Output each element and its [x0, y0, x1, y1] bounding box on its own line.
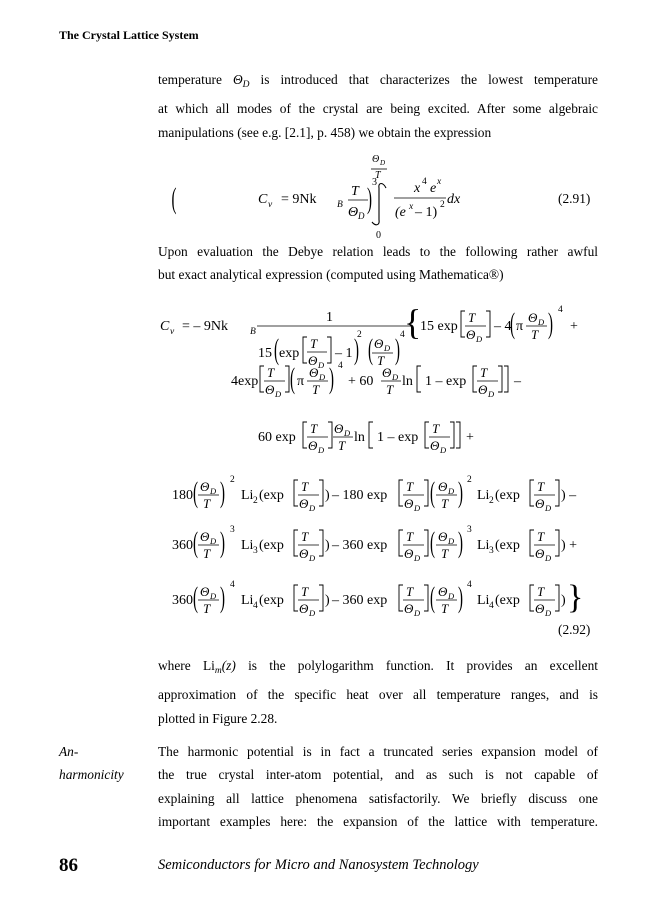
upper-limit-T: T [375, 170, 381, 181]
eq292-l6-paren-l: ( [193, 581, 199, 615]
eq292-l4-theta4: Θ [438, 479, 448, 494]
eq292-l4-close: ) [325, 488, 330, 503]
eq292-l3-theta3: Θ [430, 438, 440, 453]
eq292-l2-theta3: Θ [382, 365, 392, 380]
upper-limit-theta: Θ [372, 154, 380, 165]
eq292-l6-bracket2-r [424, 585, 428, 611]
eq292-l5-exp: (exp [259, 538, 284, 553]
eq292-l5-li2-sub: 3 [489, 546, 494, 556]
eq292-l4-D: D [210, 486, 217, 496]
right-paren: ) [367, 182, 373, 216]
eq292-l2-plus60: + 60 [348, 374, 374, 389]
eq292-open-brace: { [404, 302, 422, 342]
eq292-l1-bracket-r [486, 311, 490, 337]
eq292-l4-T5: T [537, 479, 545, 494]
eq292-l5-D: D [210, 536, 217, 546]
eq292-l6-bracket3-r [555, 585, 559, 611]
eq292-l6-360: 360 [172, 593, 193, 608]
equation-2-92 [0, 295, 652, 645]
eq292-l4-exp: (exp [259, 488, 284, 503]
eq292-l1-T2: T [531, 327, 539, 342]
eq292-l3-D3: D [440, 445, 447, 455]
eq292-l2-one-minus: 1 – exp [425, 374, 467, 389]
eq292-prefix-sub: B [250, 327, 256, 337]
eq292-l5-paren2-l: ( [430, 526, 436, 560]
eq292-prefix: = – 9Nk [182, 319, 229, 334]
eq292-l4-bracket3-r [555, 480, 559, 506]
eq292-l6-li2-sub: 4 [489, 601, 494, 611]
integrand-e: e [430, 181, 437, 196]
eq292-l4-bracket-l [294, 480, 298, 506]
eq292-l2-inner-bracket-l [473, 366, 477, 392]
eq292-cv: C [160, 319, 170, 334]
eq292-l2-outer-bracket-l [417, 366, 421, 392]
eq292-l2-D: D [275, 389, 282, 399]
eq292-l5-bracket3-l [530, 530, 534, 556]
eq292-l5-li-sub: 3 [253, 546, 258, 556]
eq292-l2-theta4: Θ [478, 382, 488, 397]
eq292-line1 [160, 302, 578, 370]
eq292-l4-D4: D [448, 486, 455, 496]
eq292-line5 [172, 525, 577, 563]
paragraph-intro-line3: manipulations (see e.g. [2.1], p. 458) we obtain the expression [158, 124, 492, 140]
eq292-l3-inner-bracket-r [450, 422, 454, 448]
eq292-l6-exp2: (exp [495, 593, 520, 608]
footer-book-title: Semiconductors for Micro and Nanosystem Technology [158, 857, 479, 873]
eq292-l5-theta3: Θ [404, 546, 414, 561]
eq292-l6-D: D [210, 591, 217, 601]
equation-number-2-91: (2.91) [558, 191, 591, 206]
eq292-l5-pow2: 3 [467, 525, 472, 535]
eq292-l4-li-sub: 2 [253, 496, 258, 506]
eq292-l1-bracket-l [461, 311, 465, 337]
power-3: 3 [372, 177, 377, 188]
eq292-l4-tail: ) – [561, 488, 577, 503]
eq292-den2-theta: Θ [374, 336, 384, 351]
eq292-l2-D4: D [488, 389, 495, 399]
eq292-l5-T3: T [406, 529, 414, 544]
dx: dx [447, 192, 461, 207]
paragraph-debye-line2: but exact analytical expression (computed using Mathematica®) [158, 267, 504, 283]
eq292-15exp: 15 exp [420, 319, 458, 334]
eq292-l2-T: T [267, 365, 275, 380]
eq292-l2-T3: T [386, 382, 394, 397]
eq292-l5-li: Li [241, 538, 254, 553]
eq292-den-D: D [318, 360, 325, 370]
eq292-den-bracket-l [303, 337, 307, 363]
eq292-l2-paren-l: ( [290, 362, 296, 396]
eq292-l2-T2: T [312, 382, 320, 397]
eq292-l5-bracket3-r [555, 530, 559, 556]
eq292-l4-theta2: Θ [299, 496, 309, 511]
paragraph-polylog-line2: approximation of the specific heat over all temperature ranges, and is [158, 687, 598, 703]
eq292-numerator: 1 [326, 310, 333, 325]
integrand-den-power: x [409, 202, 414, 212]
eq292-l2-theta2: Θ [309, 365, 319, 380]
rhs-prefix-sub: B [337, 200, 343, 210]
eq292-l5-360: 360 [172, 538, 193, 553]
eq292-l5-paren-l: ( [193, 526, 199, 560]
paragraph-anharmonic-line1: The harmonic potential is in fact a truncated series expansion model of [158, 744, 598, 759]
eq292-l3-plus: + [466, 430, 474, 445]
eq292-l4-li2: Li [477, 488, 490, 503]
eq292-l1-plus: + [570, 319, 578, 334]
eq292-l3-D2: D [344, 428, 351, 438]
eq292-den-minus-one: – 1 [335, 346, 353, 361]
eq292-l6-theta3: Θ [404, 601, 414, 616]
paragraph-polylog-line1: where $Li_m(z)$ is the polylogarithm function. It provides an excellent [158, 658, 598, 676]
integrand-x-power: 4 [422, 177, 427, 187]
eq292-l2-D3: D [392, 372, 399, 382]
eq292-l3-theta2: Θ [334, 421, 344, 436]
eq292-den-exp: exp [279, 346, 300, 361]
eq292-l4-exp2: (exp [495, 488, 520, 503]
paragraph-polylog [158, 654, 598, 730]
eq292-l5-D2: D [309, 553, 316, 563]
eq292-l6-D2: D [309, 608, 316, 618]
eq292-l1-theta2: Θ [528, 310, 538, 325]
eq292-l2-theta: Θ [265, 382, 275, 397]
eq292-l1-pi: π [516, 319, 524, 334]
frac-T: T [351, 184, 359, 199]
eq292-l4-T3: T [406, 479, 414, 494]
eq292-l4-paren2-l: ( [430, 476, 436, 510]
eq292-l2-4exp: 4exp [231, 374, 259, 389]
eq292-l3-outer-bracket-l [369, 422, 373, 448]
eq292-den-15: 15 [258, 346, 272, 361]
eq292-l4-paren2-r: ) [458, 476, 464, 510]
eq292-l4-pow2: 2 [467, 475, 472, 485]
eq292-l5-bracket2-l [399, 530, 403, 556]
eq292-l6-D5: D [545, 608, 552, 618]
eq292-l5-minus360exp: – 360 exp [332, 538, 388, 553]
eq292-l6-bracket2-l [399, 585, 403, 611]
eq292-l2-T4: T [480, 365, 488, 380]
eq292-l6-minus360exp: – 360 exp [332, 593, 388, 608]
eq292-l5-bracket2-r [424, 530, 428, 556]
eq292-l4-paren-l: ( [193, 476, 199, 510]
eq292-l2-ln: ln [402, 374, 413, 389]
eq292-l4-D3: D [414, 503, 421, 513]
eq292-l6-exp: (exp [259, 593, 284, 608]
eq292-l3-T3: T [432, 421, 440, 436]
eq292-l4-bracket2-r [424, 480, 428, 506]
eq292-den-pow: 2 [357, 330, 362, 340]
eq292-l6-tail: ) [561, 593, 566, 608]
eq292-l6-pow: 4 [230, 580, 235, 590]
eq292-den-paren2-r: ) [395, 333, 401, 367]
eq292-l1-paren-l: ( [510, 307, 516, 341]
paragraph-anharmonic-line4: important examples here: the expansion of the lattice with temperature. [158, 814, 598, 830]
eq292-l1-theta: Θ [466, 327, 476, 342]
paragraph-debye [158, 240, 598, 287]
eq292-l4-T2: T [301, 479, 309, 494]
eq292-l1-pow4: 4 [558, 305, 563, 315]
eq292-den-theta: Θ [308, 353, 318, 368]
left-paren: ( [171, 182, 177, 216]
eq292-l2-minus: – [514, 374, 521, 389]
eq292-l2-bracket-l [260, 366, 264, 392]
eq292-l6-theta: Θ [200, 584, 210, 599]
eq292-minus4: – 4 [494, 319, 512, 334]
eq292-l6-li-sub: 4 [253, 601, 258, 611]
eq292-l4-T4: T [441, 496, 449, 511]
eq292-den-paren-l: ( [274, 333, 280, 367]
eq292-l6-D4: D [448, 591, 455, 601]
eq292-l3-one-minus: 1 – exp [377, 430, 419, 445]
eq292-l4-bracket3-l [530, 480, 534, 506]
paragraph-polylog-line3: plotted in Figure 2.28. [158, 710, 278, 726]
eq292-l6-close: ) [325, 593, 330, 608]
eq292-close-brace: } [567, 579, 584, 616]
eq292-line3 [258, 421, 474, 455]
paragraph-debye-line1: Upon evaluation the Debye relation leads to the following rather awful [158, 244, 598, 259]
integrand-den: (e [395, 205, 406, 220]
eq292-l5-D4: D [448, 536, 455, 546]
eq292-l5-li2: Li [477, 538, 490, 553]
eq292-l3-60exp: 60 exp [258, 430, 296, 445]
eq292-den2-T: T [377, 353, 385, 368]
eq292-l5-exp2: (exp [495, 538, 520, 553]
eq292-l6-T4: T [441, 601, 449, 616]
eq292-l5-paren-r: ) [220, 526, 226, 560]
eq292-l2-paren-r: ) [329, 362, 335, 396]
eq292-den-bracket-r [327, 337, 331, 363]
eq292-l6-T5: T [537, 584, 545, 599]
eq292-l6-theta2: Θ [299, 601, 309, 616]
eq292-cv-sub: v [170, 327, 175, 337]
eq292-l4-minus180exp: – 180 exp [332, 488, 388, 503]
eq292-l3-D: D [318, 445, 325, 455]
eq292-l6-T2: T [301, 584, 309, 599]
eq292-den-pow2: 4 [400, 330, 405, 340]
eq292-l6-pow2: 4 [467, 580, 472, 590]
eq292-l3-ln: ln [354, 430, 365, 445]
eq292-l5-paren2-r: ) [458, 526, 464, 560]
integrand-e-power: x [437, 177, 442, 187]
eq292-l1-D: D [476, 334, 483, 344]
eq292-l6-bracket-r [319, 585, 323, 611]
eq292-l5-close: ) [325, 538, 330, 553]
eq292-l6-bracket3-l [530, 585, 534, 611]
cv-subscript: v [268, 200, 273, 210]
eq292-l5-T5: T [537, 529, 545, 544]
running-header: The Crystal Lattice System [59, 28, 199, 42]
eq292-l6-T3: T [406, 584, 414, 599]
eq292-l4-T: T [203, 496, 211, 511]
eq292-l3-outer-bracket-r [456, 422, 460, 448]
eq292-l4-bracket-r [319, 480, 323, 506]
eq292-l5-theta: Θ [200, 529, 210, 544]
eq292-l4-theta: Θ [200, 479, 210, 494]
eq292-l5-bracket-l [294, 530, 298, 556]
paragraph-anharmonic [158, 740, 598, 834]
eq292-l2-outer-bracket-r [504, 366, 508, 392]
cv-symbol: C [258, 192, 268, 207]
eq292-l3-T: T [310, 421, 318, 436]
rhs-prefix: = 9Nk [281, 192, 317, 207]
eq292-line4 [172, 475, 577, 513]
integrand-x: x [414, 181, 421, 196]
eq292-l4-D5: D [545, 503, 552, 513]
eq292-l4-li2-sub: 2 [489, 496, 494, 506]
paragraph-intro-line1: temperature $\Theta_D$ is introduced that characterizes the lowest temperature [158, 72, 598, 90]
eq292-l4-pow: 2 [230, 475, 235, 485]
eq292-l1-D2: D [538, 317, 545, 327]
integrand-den-tail: – 1) [415, 205, 438, 220]
eq292-line6 [172, 579, 583, 618]
eq292-l5-D3: D [414, 553, 421, 563]
eq292-l4-bracket2-l [399, 480, 403, 506]
eq292-l5-T: T [203, 546, 211, 561]
page-number: 86 [59, 855, 78, 876]
lower-limit: 0 [376, 230, 381, 240]
eq292-l6-T: T [203, 601, 211, 616]
eq292-l5-theta5: Θ [535, 546, 545, 561]
eq292-den-T: T [310, 336, 318, 351]
eq292-l5-tail: ) + [561, 538, 578, 553]
upper-limit-sub: D [380, 159, 386, 167]
eq292-l6-paren2-r: ) [458, 581, 464, 615]
eq292-den-paren-r: ) [354, 333, 360, 367]
paragraph-intro [158, 68, 598, 144]
eq292-l3-bracket-r [328, 422, 332, 448]
eq292-l5-theta4: Θ [438, 529, 448, 544]
frac-theta: Θ [348, 205, 359, 220]
eq292-l4-theta5: Θ [535, 496, 545, 511]
eq292-l4-li: Li [241, 488, 254, 503]
eq292-l3-theta: Θ [308, 438, 318, 453]
eq292-l2-pi: π [297, 374, 305, 389]
eq292-l2-pow4: 4 [338, 361, 343, 371]
eq292-den2-D: D [384, 343, 391, 353]
eq292-l3-inner-bracket-l [425, 422, 429, 448]
equation-2-91 [0, 140, 652, 240]
eq292-l2-inner-bracket-r [498, 366, 502, 392]
paragraph-anharmonic-line3: explaining all lattice phenomena satisfactorily. We briefly discuss one [158, 790, 598, 806]
eq292-l6-li2: Li [477, 593, 490, 608]
eq292-l6-li: Li [241, 593, 254, 608]
eq292-den-paren2-l: ( [368, 333, 374, 367]
eq292-l6-paren2-l: ( [430, 581, 436, 615]
eq292-l6-D3: D [414, 608, 421, 618]
frac-theta-sub: D [358, 211, 365, 221]
eq292-l5-T2: T [301, 529, 309, 544]
eq292-l5-pow: 3 [230, 525, 235, 535]
eq292-l4-180: 180 [172, 488, 193, 503]
eq292-l4-paren-r: ) [220, 476, 226, 510]
eq292-l2-D2: D [319, 372, 326, 382]
eq292-l5-D5: D [545, 553, 552, 563]
eq292-l2-bracket-r [285, 366, 289, 392]
integral-sign [372, 184, 386, 225]
eq292-l6-paren-r: ) [220, 581, 226, 615]
eq292-l4-D2: D [309, 503, 316, 513]
paragraph-anharmonic-line2: the true crystal inter-atom potential, and as such is not capable of [158, 767, 598, 783]
eq292-l6-theta4: Θ [438, 584, 448, 599]
eq292-l3-bracket-l [303, 422, 307, 448]
integrand-den-power2: 2 [440, 200, 445, 210]
margin-note-anharmonicity: An- harmonicity [59, 744, 124, 783]
eq292-l5-bracket-r [319, 530, 323, 556]
eq292-l6-bracket-l [294, 585, 298, 611]
eq292-l5-T4: T [441, 546, 449, 561]
eq292-l4-theta3: Θ [404, 496, 414, 511]
paragraph-intro-line2: at which all modes of the crystal are being excited. After some algebraic [158, 101, 598, 117]
eq292-l6-theta5: Θ [535, 601, 545, 616]
eq292-l1-paren-r: ) [548, 307, 554, 341]
eq292-l5-theta2: Θ [299, 546, 309, 561]
eq292-l3-T2: T [338, 438, 346, 453]
eq292-l1-T: T [468, 310, 476, 325]
equation-number-2-92: (2.92) [558, 622, 591, 637]
